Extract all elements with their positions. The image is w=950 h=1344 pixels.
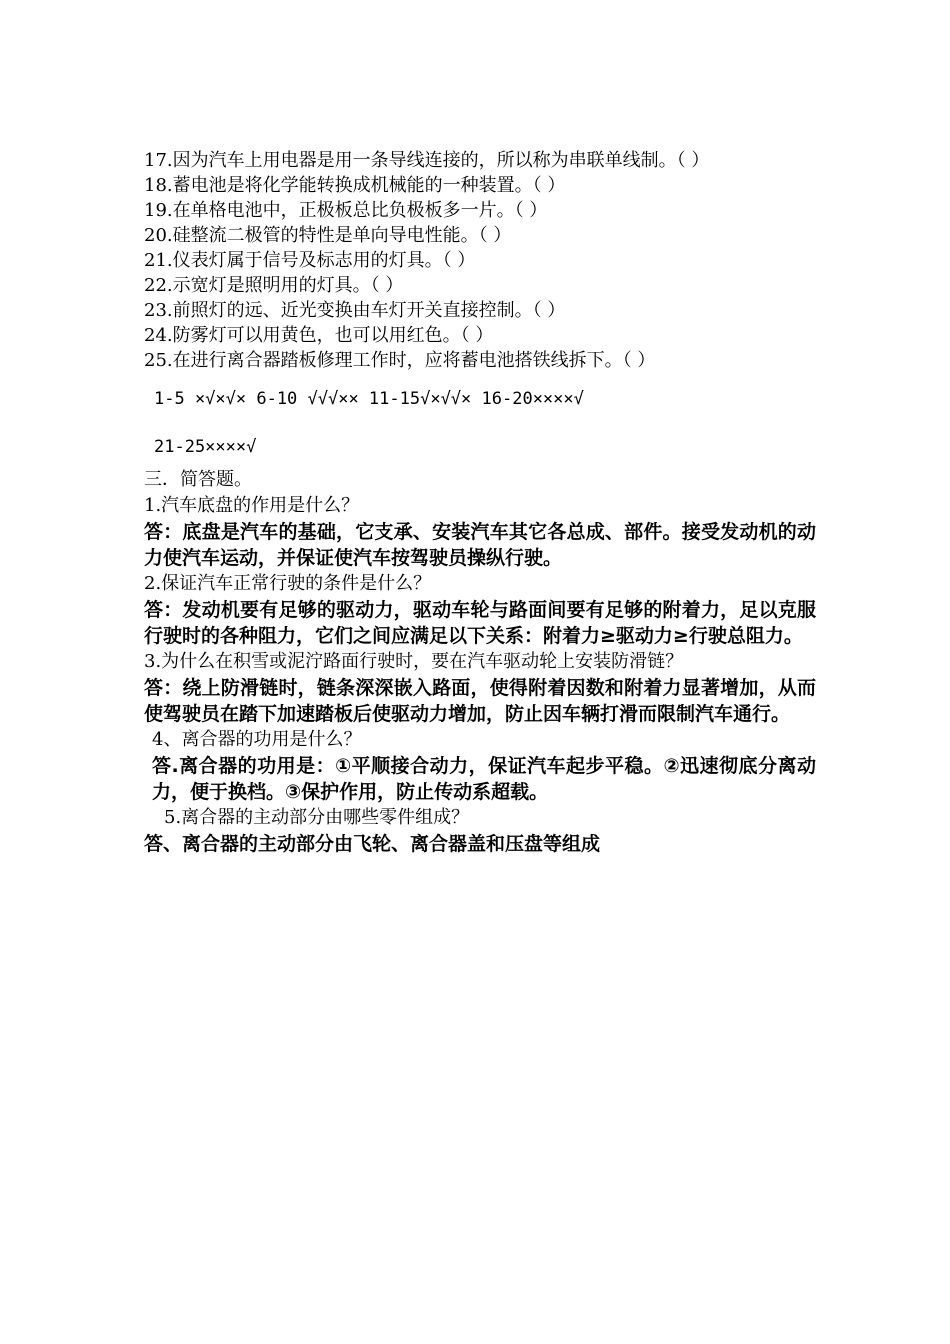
question-23: 23.前照灯的远、近光变换由车灯开关直接控制。（ ） bbox=[144, 300, 566, 321]
answer-key-line-1: 1-5 ×√×√× 6-10 √√√×× 11-15√×√√× 16-20××××√ bbox=[154, 389, 584, 409]
short-question-5: 5.离合器的主动部分由哪些零件组成？ bbox=[164, 807, 470, 828]
short-answer-5: 答、离合器的主动部分由飞轮、离合器盖和压盘等组成 bbox=[144, 833, 601, 855]
answer-key-line-2: 21-25××××√ bbox=[154, 437, 257, 457]
question-19: 19.在单格电池中，正极板总比负极板多一片。（ ） bbox=[144, 200, 548, 221]
true-false-question-list bbox=[144, 148, 816, 373]
question-20: 20.硅整流二极管的特性是单向导电性能。（ ） bbox=[144, 225, 512, 246]
question-17: 17.因为汽车上用电器是用一条导线连接的，所以称为串联单线制。（ ） bbox=[144, 150, 710, 171]
short-question-3: 3.为什么在积雪或泥泞路面行驶时，要在汽车驱动轮上安装防滑链？ bbox=[144, 651, 684, 672]
question-22: 22.示宽灯是照明用的灯具。（ ） bbox=[144, 275, 404, 296]
document-page bbox=[144, 148, 816, 857]
short-answer-3: 答：绕上防滑链时，链条深深嵌入路面，使得附着因数和附着力显著增加，从而使驾驶员在踏下加速踏板后使驱动力增加，防止因车辆打滑而限制汽车通行。 bbox=[144, 677, 816, 725]
short-answer-4: 答.离合器的功用是：①平顺接合动力，保证汽车起步平稳。②迅速彻底分离动力，便于换档。③保护作用，防止传动系超载。 bbox=[152, 755, 816, 803]
section-title: 三．简答题。 bbox=[144, 469, 252, 490]
short-question-1: 1.汽车底盘的作用是什么？ bbox=[144, 495, 360, 516]
question-24: 24.防雾灯可以用黄色，也可以用红色。（ ） bbox=[144, 325, 494, 346]
short-question-4: 4、离合器的功用是什么？ bbox=[152, 729, 362, 750]
short-question-2: 2.保证汽车正常行驶的条件是什么？ bbox=[144, 573, 432, 594]
short-answer-2: 答：发动机要有足够的驱动力，驱动车轮与路面间要有足够的附着力，足以克服行驶时的各种阻力，它们之间应满足以下关系：附着力≥驱动力≥行驶总阻力。 bbox=[144, 599, 816, 647]
question-18: 18.蓄电池是将化学能转换成机械能的一种装置。（ ） bbox=[144, 175, 566, 196]
answer-key bbox=[144, 387, 816, 459]
short-answer-1: 答：底盘是汽车的基础，它支承、安装汽车其它各总成、部件。接受发动机的动力使汽车运动，并保证使汽车按驾驶员操纵行驶。 bbox=[144, 521, 816, 569]
question-25: 25.在进行离合器踏板修理工作时，应将蓄电池搭铁线拆下。（ ） bbox=[144, 350, 656, 371]
question-21: 21.仪表灯属于信号及标志用的灯具。（ ） bbox=[144, 250, 476, 271]
